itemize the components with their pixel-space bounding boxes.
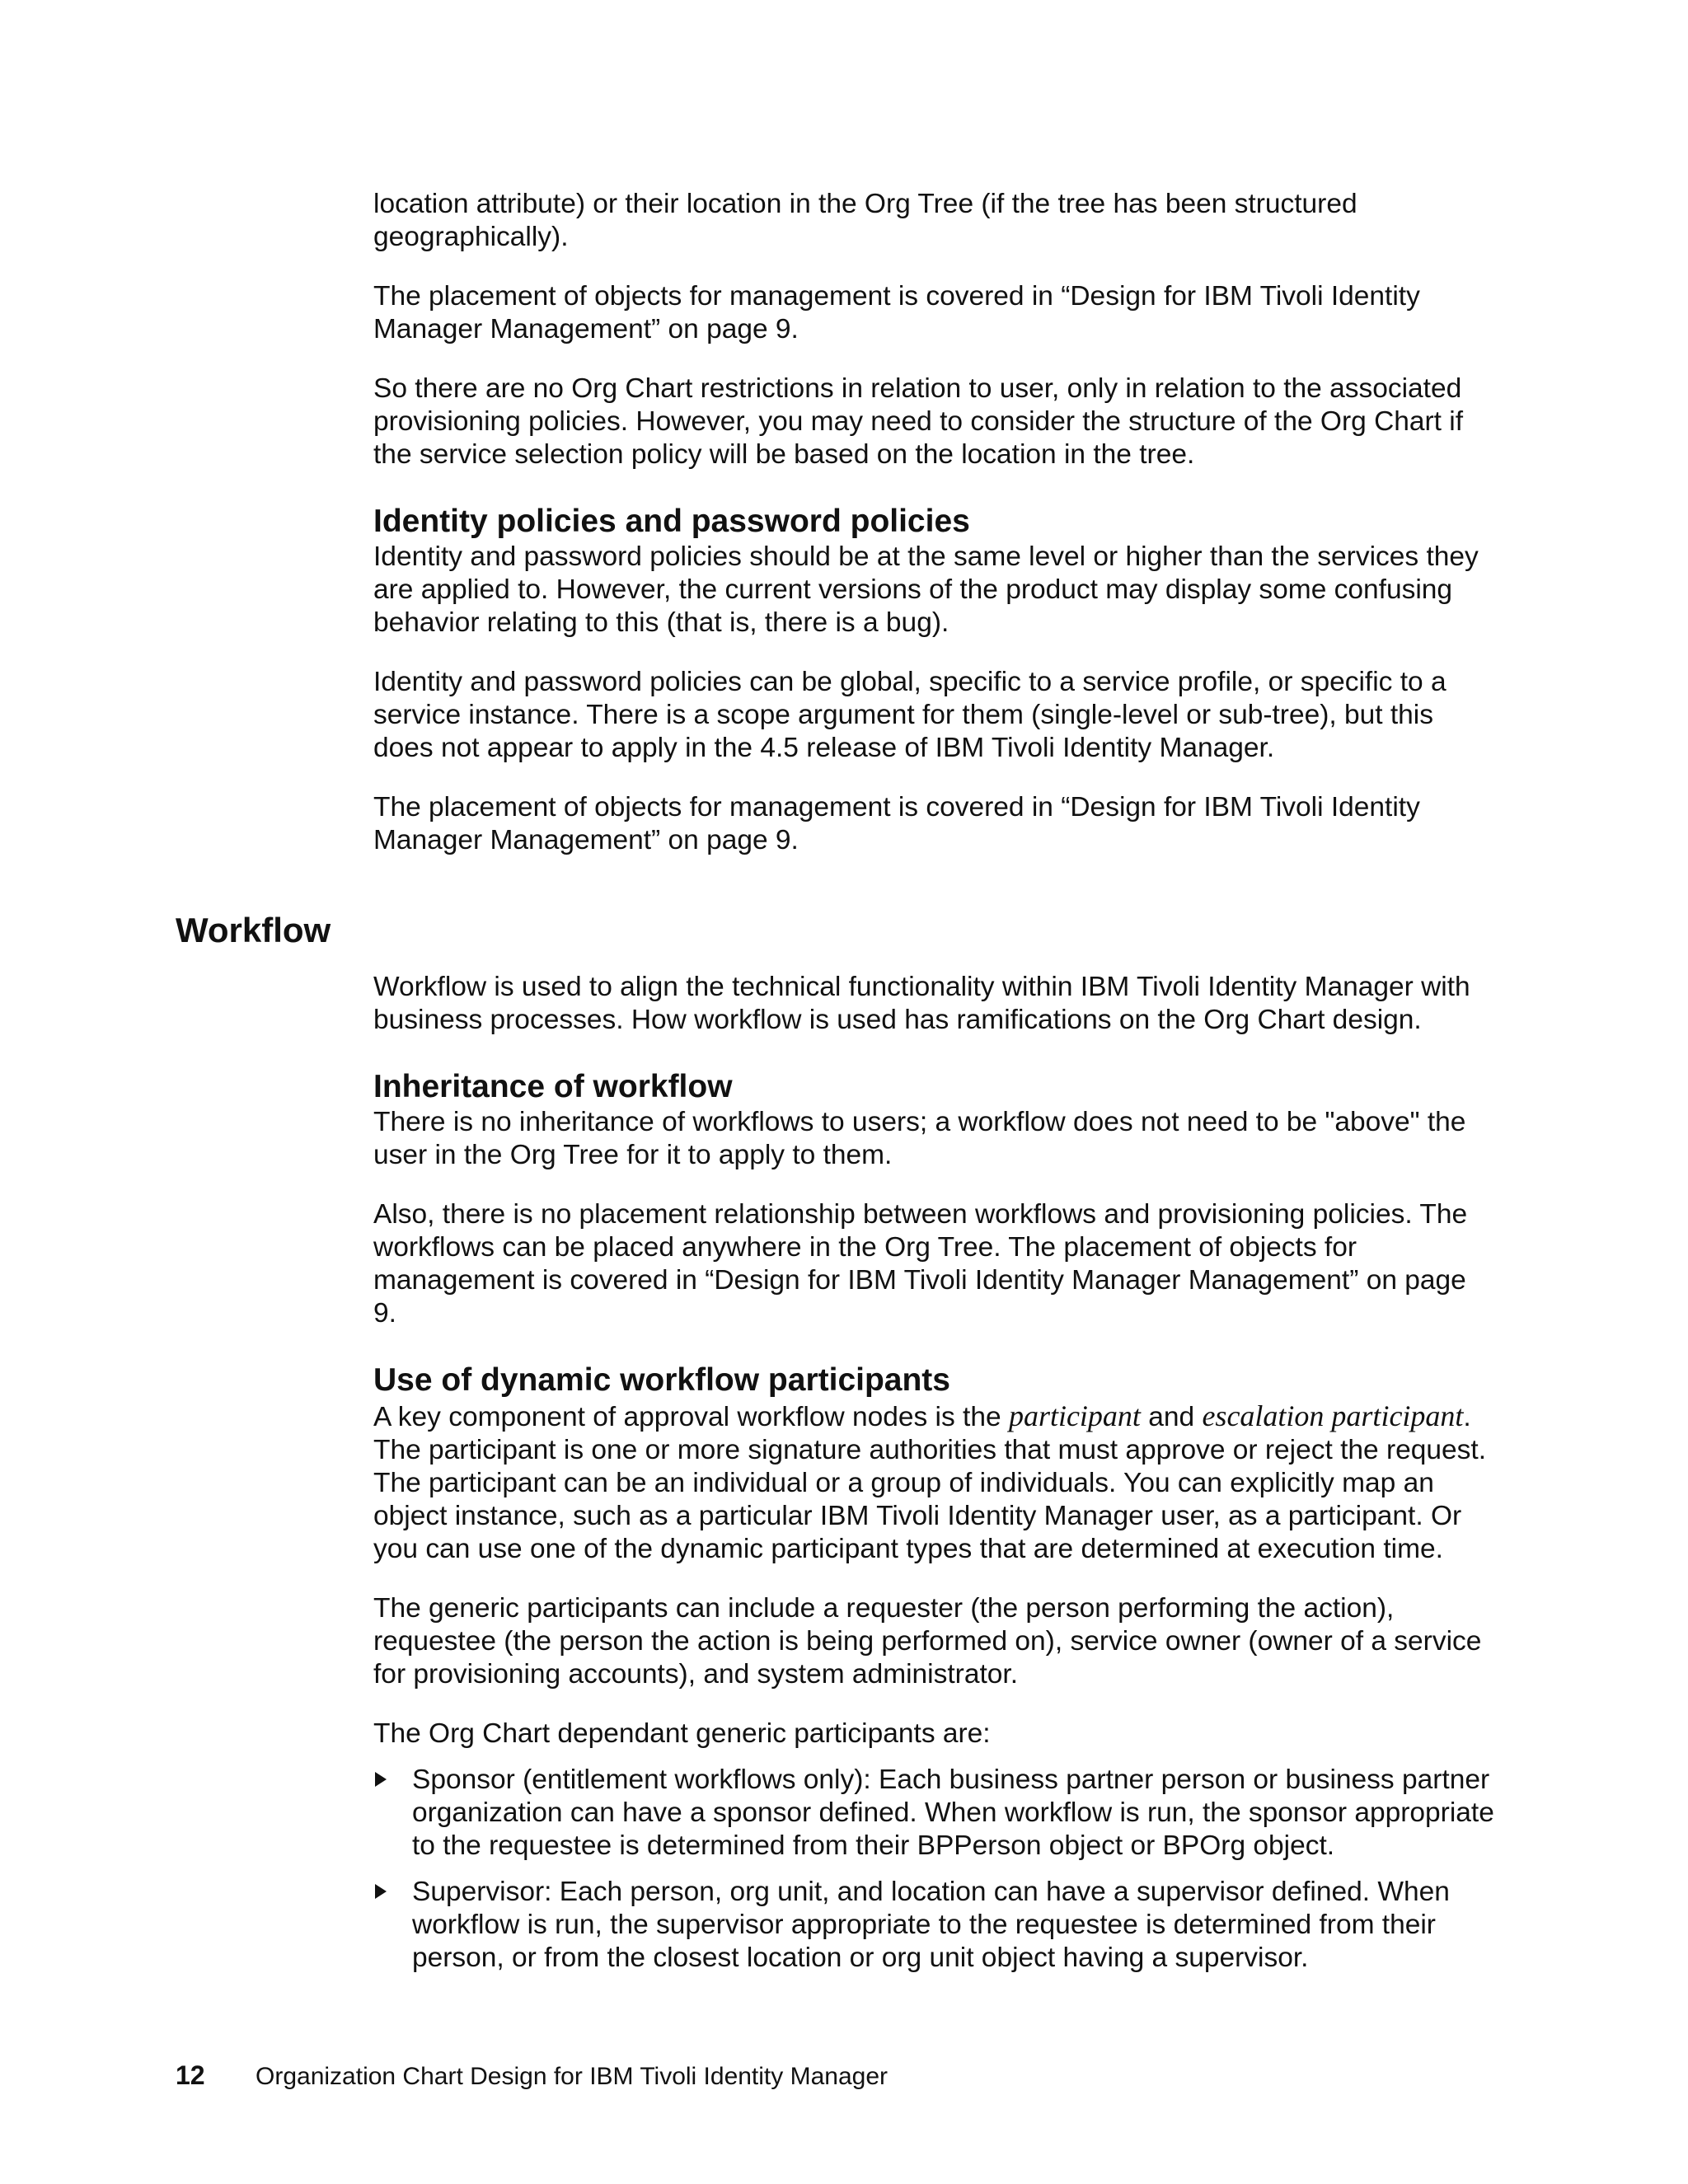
- triangle-bullet-icon: [375, 1772, 387, 1787]
- intro-paragraph-2: The placement of objects for management is covered in “Design for IBM Tivoli Identity Manager Management” on page 9.: [373, 281, 1420, 344]
- identity-paragraph-3: The placement of objects for management is covered in “Design for IBM Tivoli Identity Manager Management” on page 9.: [373, 792, 1420, 855]
- bullet-text-supervisor: Supervisor: Each person, org unit, and location can have a supervisor defined. When workflow is run, the supervisor appropriate to the requestee is determined from their person, or from the closest location or org unit object having a supervisor.: [412, 1877, 1450, 1973]
- identity-policies-heading: Identity policies and password policies: [373, 504, 970, 539]
- inheritance-heading: Inheritance of workflow: [373, 1069, 733, 1104]
- dynamic-p1-and: and: [1140, 1402, 1203, 1432]
- participants-bullet-list: [373, 1764, 1494, 1975]
- participant-term: participant: [1008, 1399, 1141, 1432]
- intro-paragraph-1: location attribute) or their location in the Org Tree (if the tree has been structured geographically).: [373, 189, 1357, 252]
- book-title: Organization Chart Design for IBM Tivoli Identity Manager: [256, 2063, 889, 2090]
- identity-paragraph-1: Identity and password policies should be at the same level or higher than the services they are applied to. However, the current versions of the product may display some confusing behavior relating to this (that is, there is a bug).: [373, 541, 1479, 638]
- escalation-participant-term: escalation participant: [1202, 1399, 1464, 1432]
- page-footer: [176, 2060, 888, 2092]
- bullet-text-sponsor: Sponsor (entitlement workflows only): Each business partner person or business partner organization can have a sponsor defined. When workflow is run, the sponsor appropriate to the requestee is determined from their BPPerson object or BPOrg object.: [412, 1765, 1494, 1861]
- inheritance-paragraph-2: Also, there is no placement relationship between workflows and provisioning policies. The workflows can be placed anywhere in the Org Tree. The placement of objects for management is covered in “Design for IBM Tivoli Identity Manager Management” on page 9.: [373, 1199, 1468, 1329]
- workflow-paragraph-1: Workflow is used to align the technical functionality within IBM Tivoli Identity Manager with business processes. How workflow is used has ramifications on the Org Chart design.: [373, 972, 1470, 1035]
- dynamic-paragraph-3: The Org Chart dependant generic participants are:: [373, 1718, 991, 1749]
- list-item: [373, 1764, 1494, 1863]
- triangle-bullet-icon: [375, 1884, 387, 1899]
- dynamic-p1-start: A key component of approval workflow nodes is the: [373, 1402, 1009, 1432]
- workflow-heading: Workflow: [176, 911, 331, 949]
- dynamic-participants-heading: Use of dynamic workflow participants: [373, 1362, 950, 1398]
- inheritance-paragraph-1: There is no inheritance of workflows to users; a workflow does not need to be "above" the user in the Org Tree for it to apply to them.: [373, 1107, 1466, 1170]
- intro-paragraph-3: So there are no Org Chart restrictions in relation to user, only in relation to the associated provisioning policies. However, you may need to consider the structure of the Org Chart if the service selection policy will be based on the location in the tree.: [373, 373, 1464, 470]
- dynamic-p1-rest: . The participant is one or more signature authorities that must approve or reject the request. The participant can be an individual or a group of individuals. You can explicitly map an object instance, such as a particular IBM Tivoli Identity Manager user, as a participant. Or you can use one of the dynamic participant types that are determined at execution time.: [373, 1402, 1487, 1564]
- dynamic-paragraph-2: The generic participants can include a requester (the person performing the action), requestee (the person the action is being performed on), service owner (owner of a service for provisioning accounts), and system administrator.: [373, 1593, 1482, 1690]
- identity-paragraph-2: Identity and password policies can be global, specific to a service profile, or specific to a service instance. There is a scope argument for them (single-level or sub-tree), but this does not appear to apply in the 4.5 release of IBM Tivoli Identity Manager.: [373, 667, 1447, 763]
- list-item: [373, 1876, 1494, 1975]
- page-content: [373, 188, 1494, 1988]
- page-number: 12: [176, 2060, 205, 2090]
- dynamic-paragraph-1: [373, 1399, 1494, 1566]
